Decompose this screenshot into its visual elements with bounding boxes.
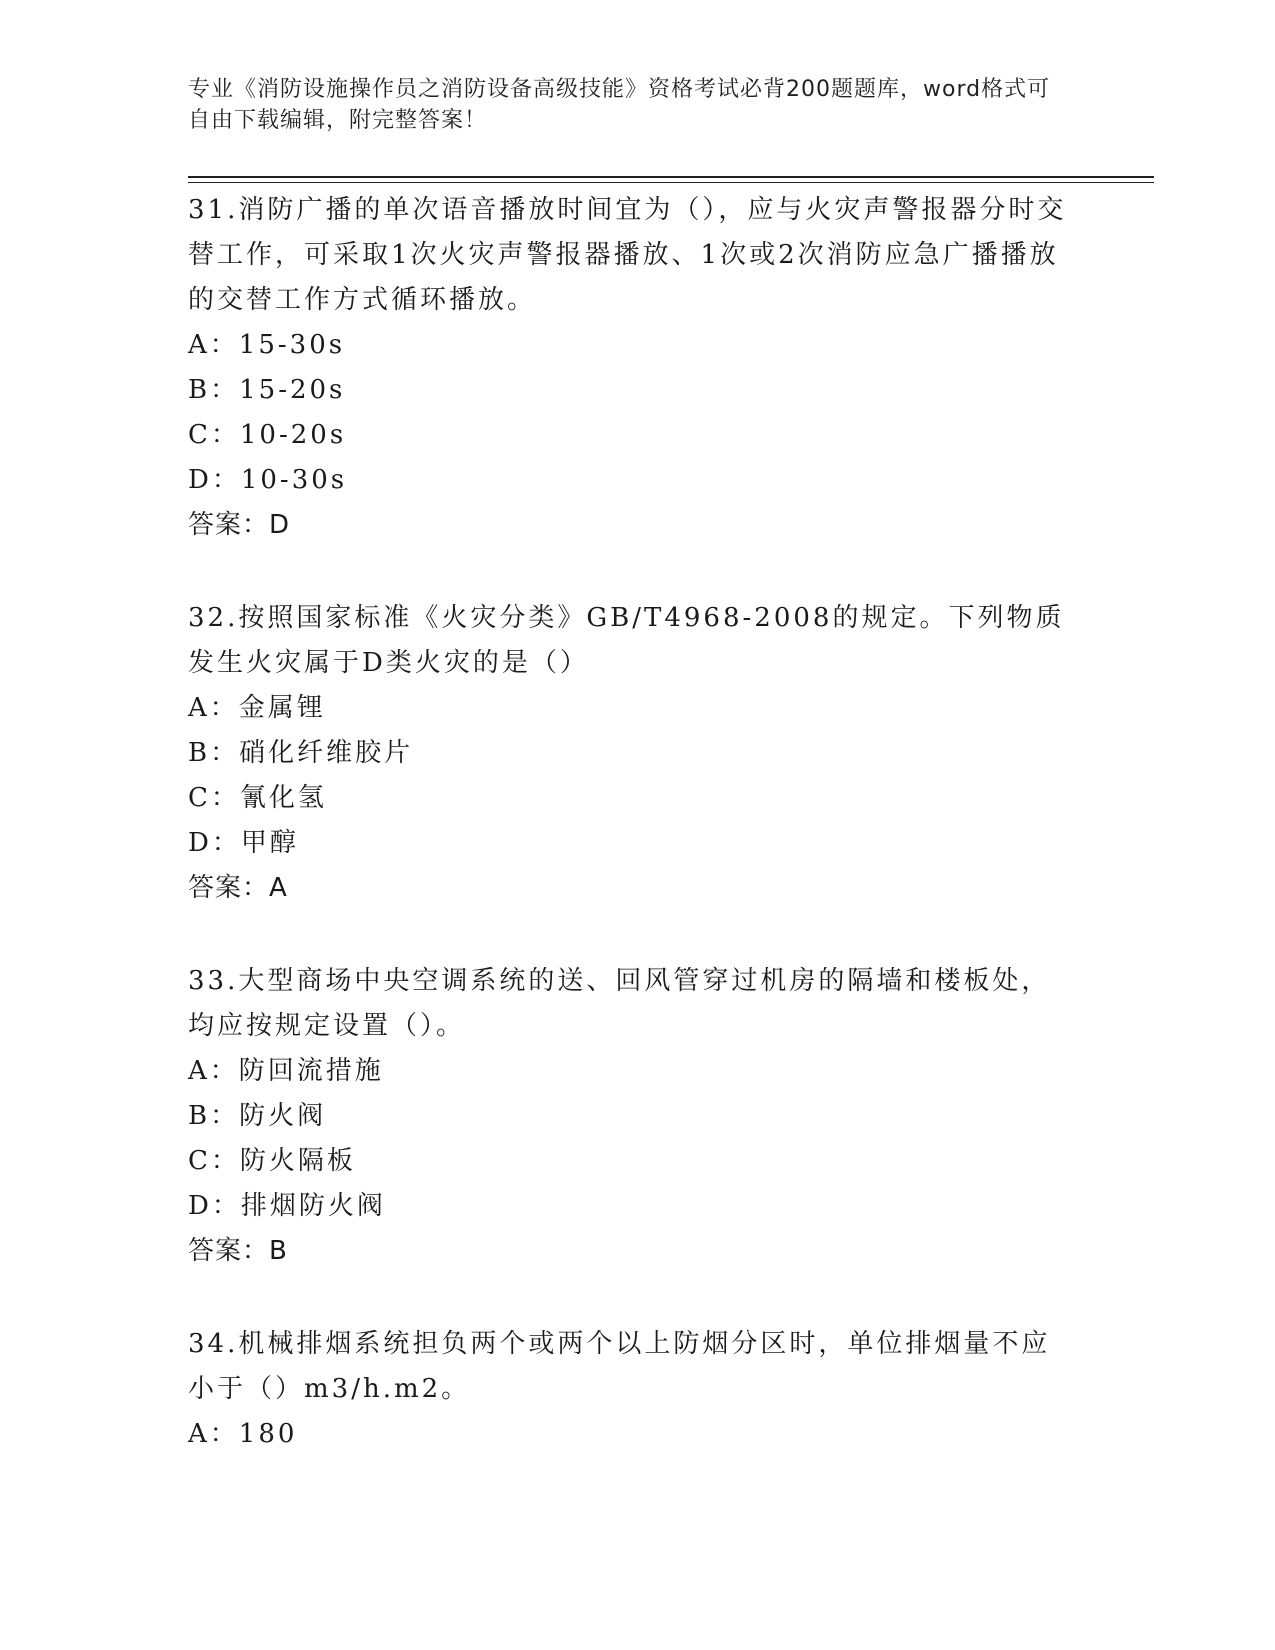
option-a: A：15-30s [188, 330, 346, 360]
option-b: B：15-20s [188, 375, 346, 405]
question-33 [188, 959, 1068, 1274]
answer: 答案：D [188, 510, 291, 540]
answer: 答案：B [188, 1236, 288, 1266]
option-c: C：氰化氢 [188, 783, 327, 813]
option-c: C：10-20s [188, 420, 347, 450]
option-a: A：金属锂 [188, 693, 326, 723]
question-34 [188, 1322, 1068, 1457]
option-d: D：10-30s [188, 465, 348, 495]
header-divider-thick [188, 176, 1154, 178]
option-b: B：硝化纤维胶片 [188, 738, 414, 768]
question-stem: 34.机械排烟系统担负两个或两个以上防烟分区时，单位排烟量不应小于（）m3/h.m2。 [188, 1329, 1051, 1404]
question-31 [188, 188, 1068, 548]
option-b: B：防火阀 [188, 1101, 327, 1131]
option-a: A：180 [188, 1419, 298, 1449]
question-32 [188, 596, 1068, 911]
option-d: D：甲醇 [188, 828, 299, 858]
header-divider-thin [188, 182, 1154, 183]
question-stem: 33.大型商场中央空调系统的送、回风管穿过机房的隔墙和楼板处，均应按规定设置（）。 [188, 966, 1051, 1041]
answer: 答案：A [188, 873, 288, 903]
question-stem: 31.消防广播的单次语音播放时间宜为（），应与火灾声警报器分时交替工作，可采取1次火灾声警报器播放、1次或2次消防应急广播播放的交替工作方式循环播放。 [188, 195, 1067, 315]
option-d: D：排烟防火阀 [188, 1191, 386, 1221]
question-stem: 32.按照国家标准《火灾分类》GB/T4968-2008的规定。下列物质发生火灾属于D类火灾的是（） [188, 603, 1065, 678]
document-header: 专业《消防设施操作员之消防设备高级技能》资格考试必背200题题库，word格式可自由下载编辑，附完整答案！ [188, 77, 1051, 133]
option-a: A：防回流措施 [188, 1056, 384, 1086]
option-c: C：防火隔板 [188, 1146, 356, 1176]
